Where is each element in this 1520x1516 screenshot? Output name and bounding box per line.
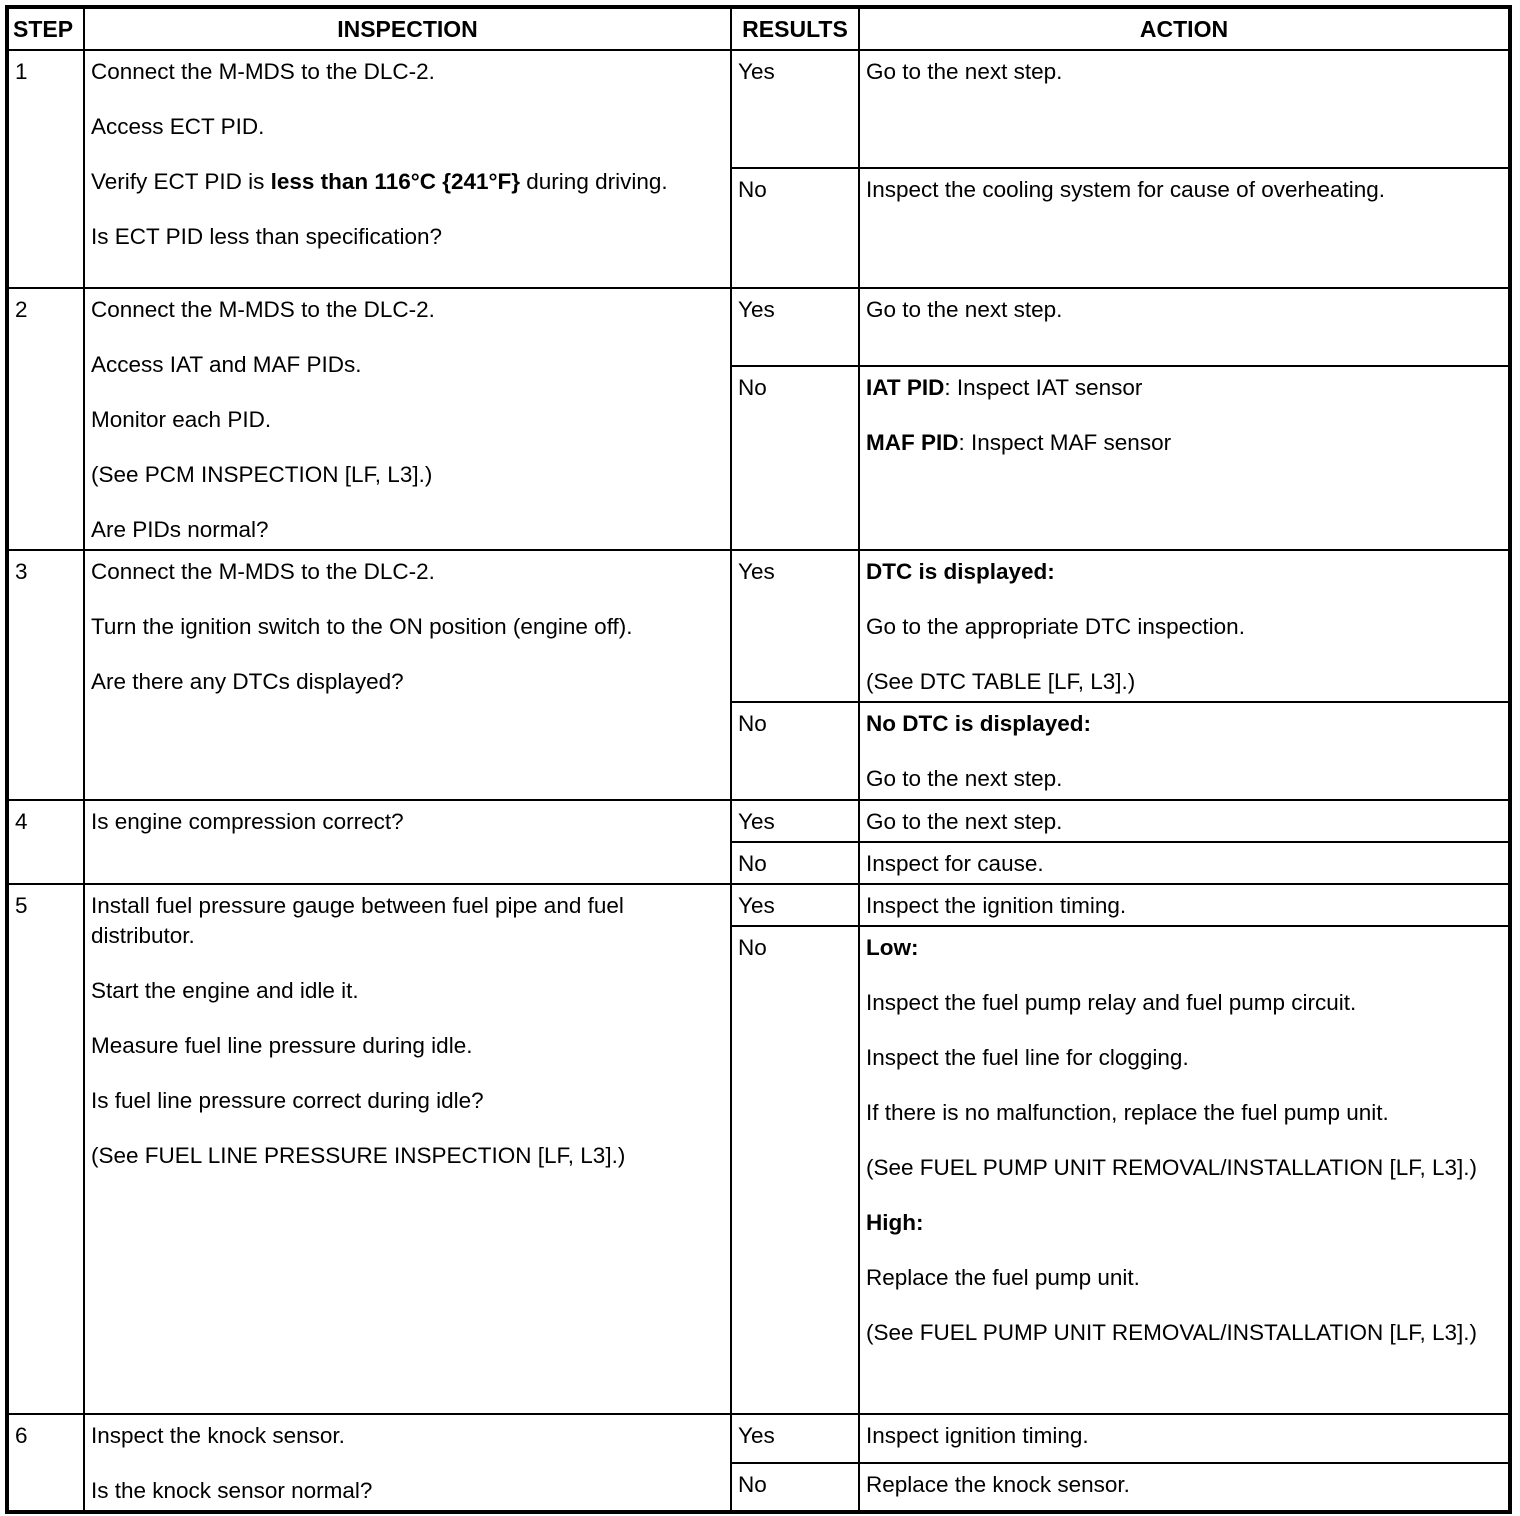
action-yes (859, 288, 1510, 366)
action-bold-text: MAF PID (866, 430, 959, 455)
action-paragraph: (See FUEL PUMP UNIT REMOVAL/INSTALLATION [LF, L3].) (866, 1155, 1477, 1180)
step-header: STEP (7, 7, 84, 50)
result-no: No (731, 926, 859, 1414)
inspection-paragraph (91, 167, 724, 197)
step-number: 2 (7, 288, 84, 550)
action-yes (859, 1414, 1510, 1463)
inspection-paragraph: Inspect the knock sensor. (91, 1423, 345, 1448)
inspection-paragraph: Turn the ignition switch to the ON position (engine off). (91, 614, 633, 639)
action-paragraph: Go to the appropriate DTC inspection. (866, 614, 1245, 639)
action-paragraph: (See FUEL PUMP UNIT REMOVAL/INSTALLATION [LF, L3].) (866, 1320, 1477, 1345)
result-no: No (731, 168, 859, 288)
action-bold-text: IAT PID (866, 375, 945, 400)
inspection-paragraph: Measure fuel line pressure during idle. (91, 1033, 473, 1058)
step-number: 1 (7, 50, 84, 288)
result-yes: Yes (731, 1414, 859, 1463)
action-paragraph: Replace the knock sensor. (866, 1472, 1130, 1497)
action-paragraph (866, 709, 1502, 739)
action-bold-text: DTC is displayed: (866, 559, 1055, 584)
action-paragraph: If there is no malfunction, replace the fuel pump unit. (866, 1100, 1389, 1125)
inspection-cell (84, 1414, 731, 1512)
result-yes: Yes (731, 50, 859, 168)
result-yes: Yes (731, 550, 859, 702)
inspection-paragraph: Monitor each PID. (91, 407, 272, 432)
inspection-text: during driving. (520, 169, 668, 194)
inspection-table (5, 5, 1512, 1514)
inspection-paragraph: Install fuel pressure gauge between fuel pipe and fuel distributor. (91, 893, 624, 948)
result-yes: Yes (731, 288, 859, 366)
action-no (859, 366, 1510, 550)
header-row (7, 7, 1510, 50)
table-row (7, 884, 1510, 926)
inspection-paragraph: Connect the M-MDS to the DLC-2. (91, 559, 435, 584)
inspection-header: INSPECTION (84, 7, 731, 50)
action-paragraph (866, 1208, 1502, 1238)
result-yes: Yes (731, 884, 859, 926)
action-paragraph: (See DTC TABLE [LF, L3].) (866, 669, 1136, 694)
result-no: No (731, 842, 859, 884)
action-bold-text: No DTC is displayed: (866, 711, 1092, 736)
inspection-cell (84, 50, 731, 288)
action-yes (859, 884, 1510, 926)
inspection-paragraph: Is the knock sensor normal? (91, 1478, 373, 1503)
action-paragraph: Inspect the cooling system for cause of overheating. (866, 177, 1386, 202)
action-no (859, 168, 1510, 288)
table-row (7, 1414, 1510, 1463)
step-number: 5 (7, 884, 84, 1414)
action-no (859, 926, 1510, 1414)
inspection-cell (84, 884, 731, 1414)
result-no: No (731, 702, 859, 800)
step-number: 3 (7, 550, 84, 800)
inspection-text: Verify ECT PID is (91, 169, 271, 194)
inspection-paragraph: Access IAT and MAF PIDs. (91, 352, 362, 377)
inspection-paragraph: Is fuel line pressure correct during idle? (91, 1088, 484, 1113)
results-header: RESULTS (731, 7, 859, 50)
table-row (7, 288, 1510, 366)
action-paragraph: Go to the next step. (866, 59, 1063, 84)
action-bold-text: High: (866, 1210, 924, 1235)
action-no (859, 1463, 1510, 1512)
result-no: No (731, 366, 859, 550)
action-paragraph: Go to the next step. (866, 766, 1063, 791)
step-number: 6 (7, 1414, 84, 1512)
inspection-paragraph: (See PCM INSPECTION [LF, L3].) (91, 462, 433, 487)
inspection-paragraph: (See FUEL LINE PRESSURE INSPECTION [LF, L3].) (91, 1143, 626, 1168)
action-paragraph: Go to the next step. (866, 297, 1063, 322)
inspection-cell (84, 800, 731, 884)
action-paragraph: Inspect the fuel pump relay and fuel pump circuit. (866, 990, 1357, 1015)
action-no (859, 842, 1510, 884)
action-paragraph: Inspect ignition timing. (866, 1423, 1089, 1448)
action-paragraph: Inspect for cause. (866, 851, 1044, 876)
action-yes (859, 550, 1510, 702)
inspection-paragraph: Access ECT PID. (91, 114, 265, 139)
inspection-cell (84, 550, 731, 800)
table-row (7, 550, 1510, 702)
inspection-bold-text: less than 116°C {241°F} (270, 169, 521, 194)
step-number: 4 (7, 800, 84, 884)
inspection-paragraph: Are there any DTCs displayed? (91, 669, 404, 694)
table-row (7, 50, 1510, 168)
action-paragraph: Replace the fuel pump unit. (866, 1265, 1140, 1290)
action-paragraph (866, 933, 1502, 963)
action-header: ACTION (859, 7, 1510, 50)
inspection-paragraph: Connect the M-MDS to the DLC-2. (91, 297, 435, 322)
action-paragraph (866, 428, 1502, 458)
action-bold-text: Low: (866, 935, 919, 960)
result-no: No (731, 1463, 859, 1512)
action-no (859, 702, 1510, 800)
action-paragraph: Inspect the ignition timing. (866, 893, 1127, 918)
result-yes: Yes (731, 800, 859, 842)
table-row (7, 800, 1510, 842)
action-text: : Inspect IAT sensor (944, 375, 1143, 400)
inspection-paragraph: Start the engine and idle it. (91, 978, 359, 1003)
inspection-cell (84, 288, 731, 550)
inspection-paragraph: Is engine compression correct? (91, 809, 404, 834)
action-text: : Inspect MAF sensor (958, 430, 1172, 455)
action-yes (859, 800, 1510, 842)
inspection-paragraph: Are PIDs normal? (91, 517, 269, 542)
action-paragraph (866, 557, 1502, 587)
action-yes (859, 50, 1510, 168)
action-paragraph: Go to the next step. (866, 809, 1063, 834)
action-paragraph (866, 373, 1502, 403)
inspection-paragraph: Is ECT PID less than specification? (91, 224, 442, 249)
action-paragraph: Inspect the fuel line for clogging. (866, 1045, 1189, 1070)
inspection-paragraph: Connect the M-MDS to the DLC-2. (91, 59, 435, 84)
